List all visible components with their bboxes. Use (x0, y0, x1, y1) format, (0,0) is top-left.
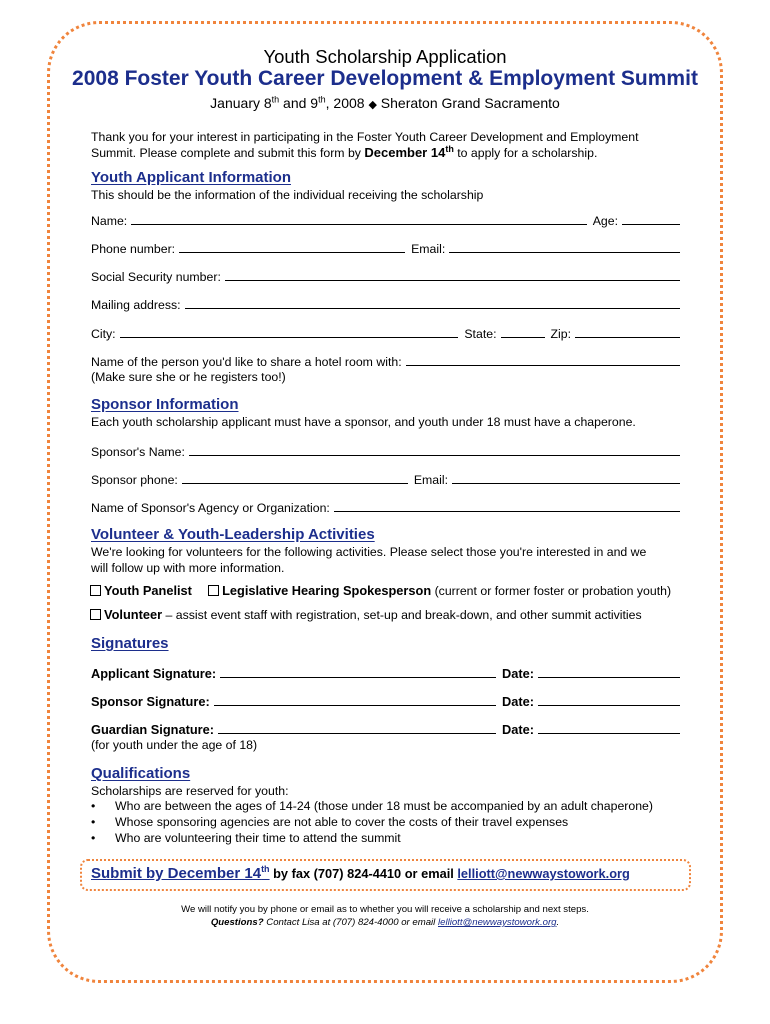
form-title: Youth Scholarship Application (263, 46, 507, 67)
sponsor-phone-label: Sponsor phone: (91, 473, 178, 487)
volunteer-options-row-1: Youth Panelist Legislative Hearing Spokesperson (current or former foster or probation youth) (90, 583, 671, 598)
phone-label: Phone number: (91, 242, 176, 256)
applicant-date-field[interactable] (538, 676, 680, 678)
sponsor-agency-row (91, 497, 680, 515)
mailing-label: Mailing address: (91, 298, 181, 312)
qualifications-intro: Scholarships are reserved for youth: (91, 784, 289, 798)
youth-panelist-label: Youth Panelist (104, 583, 192, 598)
guardian-note: (for youth under the age of 18) (91, 738, 258, 752)
volunteer-checkbox[interactable] (90, 609, 101, 620)
mailing-field[interactable] (185, 307, 680, 309)
qualifications-section-heading: Qualifications (91, 765, 191, 782)
sponsor-signature-field[interactable] (214, 704, 496, 706)
ssn-field[interactable] (225, 279, 680, 281)
diamond-icon: ◆ (368, 99, 377, 111)
email-label: Email: (411, 242, 446, 256)
age-field[interactable] (622, 223, 680, 225)
footer-contact: Questions? Contact Lisa at (707) 824-4000 or email lelliott@newwaystowork.org. (210, 917, 560, 928)
sponsor-phone-row (91, 469, 680, 487)
name-label: Name: (91, 214, 128, 228)
roommate-label: Name of the person you'd like to share a hotel room with: (91, 355, 402, 369)
zip-label: Zip: (550, 327, 571, 341)
guardian-signature-row (91, 719, 680, 737)
applicant-date-label: Date: (502, 666, 534, 681)
ssn-row (91, 266, 680, 284)
city-row (91, 323, 680, 341)
bullet-icon: • (91, 815, 96, 829)
youth-section-heading: Youth Applicant Information (91, 169, 291, 186)
applicant-signature-label: Applicant Signature: (91, 666, 217, 681)
sponsor-phone-field[interactable] (182, 482, 408, 484)
sponsor-agency-label: Name of Sponsor's Agency or Organization: (91, 501, 330, 515)
bullet-icon: • (91, 831, 96, 845)
youth-name-row (91, 210, 680, 228)
zip-field[interactable] (575, 336, 680, 338)
city-label: City: (91, 327, 116, 341)
roommate-row (91, 351, 680, 369)
ssn-label: Social Security number: (91, 270, 221, 284)
sponsor-section-heading: Sponsor Information (91, 396, 239, 413)
sponsor-email-label: Email: (413, 473, 449, 487)
sponsor-section-note: Each youth scholarship applicant must have a sponsor, and youth under 18 must have a chaperone. (91, 415, 636, 429)
volunteer-section-note: We're looking for volunteers for the following activities. Please select those you're interested in and we will follow up with more information. (91, 545, 647, 575)
state-field[interactable] (501, 336, 545, 338)
list-item: • Who are between the ages of 14-24 (those under 18 must be accompanied by an adult chaperone) (91, 799, 653, 813)
guardian-signature-label: Guardian Signature: (91, 722, 215, 737)
mailing-row (91, 294, 680, 312)
applicant-signature-row (91, 663, 680, 681)
footer-email-link[interactable]: lelliott@newwaystowork.org (437, 917, 557, 928)
legislative-spokesperson-label: Legislative Hearing Spokesperson (222, 583, 432, 598)
roommate-field[interactable] (406, 364, 680, 366)
sponsor-name-row (91, 441, 680, 459)
youth-panelist-checkbox[interactable] (90, 585, 101, 596)
legislative-spokesperson-checkbox[interactable] (208, 585, 219, 596)
phone-field[interactable] (179, 251, 405, 253)
event-date-venue: January 8th and 9th, 2008 ◆ Sheraton Grand Sacramento (210, 94, 560, 111)
sponsor-agency-field[interactable] (334, 510, 680, 512)
youth-section-note: This should be the information of the individual receiving the scholarship (91, 188, 484, 202)
sponsor-date-field[interactable] (538, 704, 680, 706)
volunteer-options-row-2: Volunteer – assist event staff with registration, set-up and break-down, and other summit activities (90, 607, 642, 622)
name-field[interactable] (131, 223, 586, 225)
list-item: • Who are volunteering their time to attend the summit (91, 831, 401, 845)
guardian-date-label: Date: (502, 722, 534, 737)
age-label: Age: (592, 214, 618, 228)
sponsor-name-label: Sponsor's Name: (91, 445, 185, 459)
signatures-section-heading: Signatures (91, 635, 169, 652)
youth-phone-row (91, 238, 680, 256)
guardian-date-field[interactable] (538, 732, 680, 734)
city-field[interactable] (120, 336, 459, 338)
state-label: State: (464, 327, 497, 341)
summit-title: 2008 Foster Youth Career Development & Employment Summit (72, 67, 698, 90)
intro-text: Thank you for your interest in participating in the Foster Youth Career Development and Employment Summit. Please complete and submit this form by December 14th to apply for a scholarship. (91, 130, 639, 160)
submit-instructions: Submit by December 14th by fax (707) 824-4410 or email lelliott@newwaystowork.org (91, 864, 630, 882)
sponsor-email-field[interactable] (452, 482, 680, 484)
sponsor-signature-label: Sponsor Signature: (91, 694, 210, 709)
volunteer-label: Volunteer (104, 607, 163, 622)
applicant-signature-field[interactable] (220, 676, 496, 678)
sponsor-name-field[interactable] (189, 454, 680, 456)
guardian-signature-field[interactable] (218, 732, 496, 734)
submit-deadline: Submit by December 14th (91, 864, 270, 882)
footer-notice: We will notify you by phone or email as to whether you will receive a scholarship and next steps. (181, 904, 589, 915)
email-field[interactable] (449, 251, 680, 253)
volunteer-section-heading: Volunteer & Youth-Leadership Activities (91, 526, 375, 543)
bullet-icon: • (91, 799, 96, 813)
roommate-note: (Make sure she or he registers too!) (91, 370, 286, 384)
submit-email-link[interactable]: lelliott@newwaystowork.org (457, 866, 630, 881)
sponsor-signature-row (91, 691, 680, 709)
list-item: • Whose sponsoring agencies are not able to cover the costs of their travel expenses (91, 815, 569, 829)
sponsor-date-label: Date: (502, 694, 534, 709)
